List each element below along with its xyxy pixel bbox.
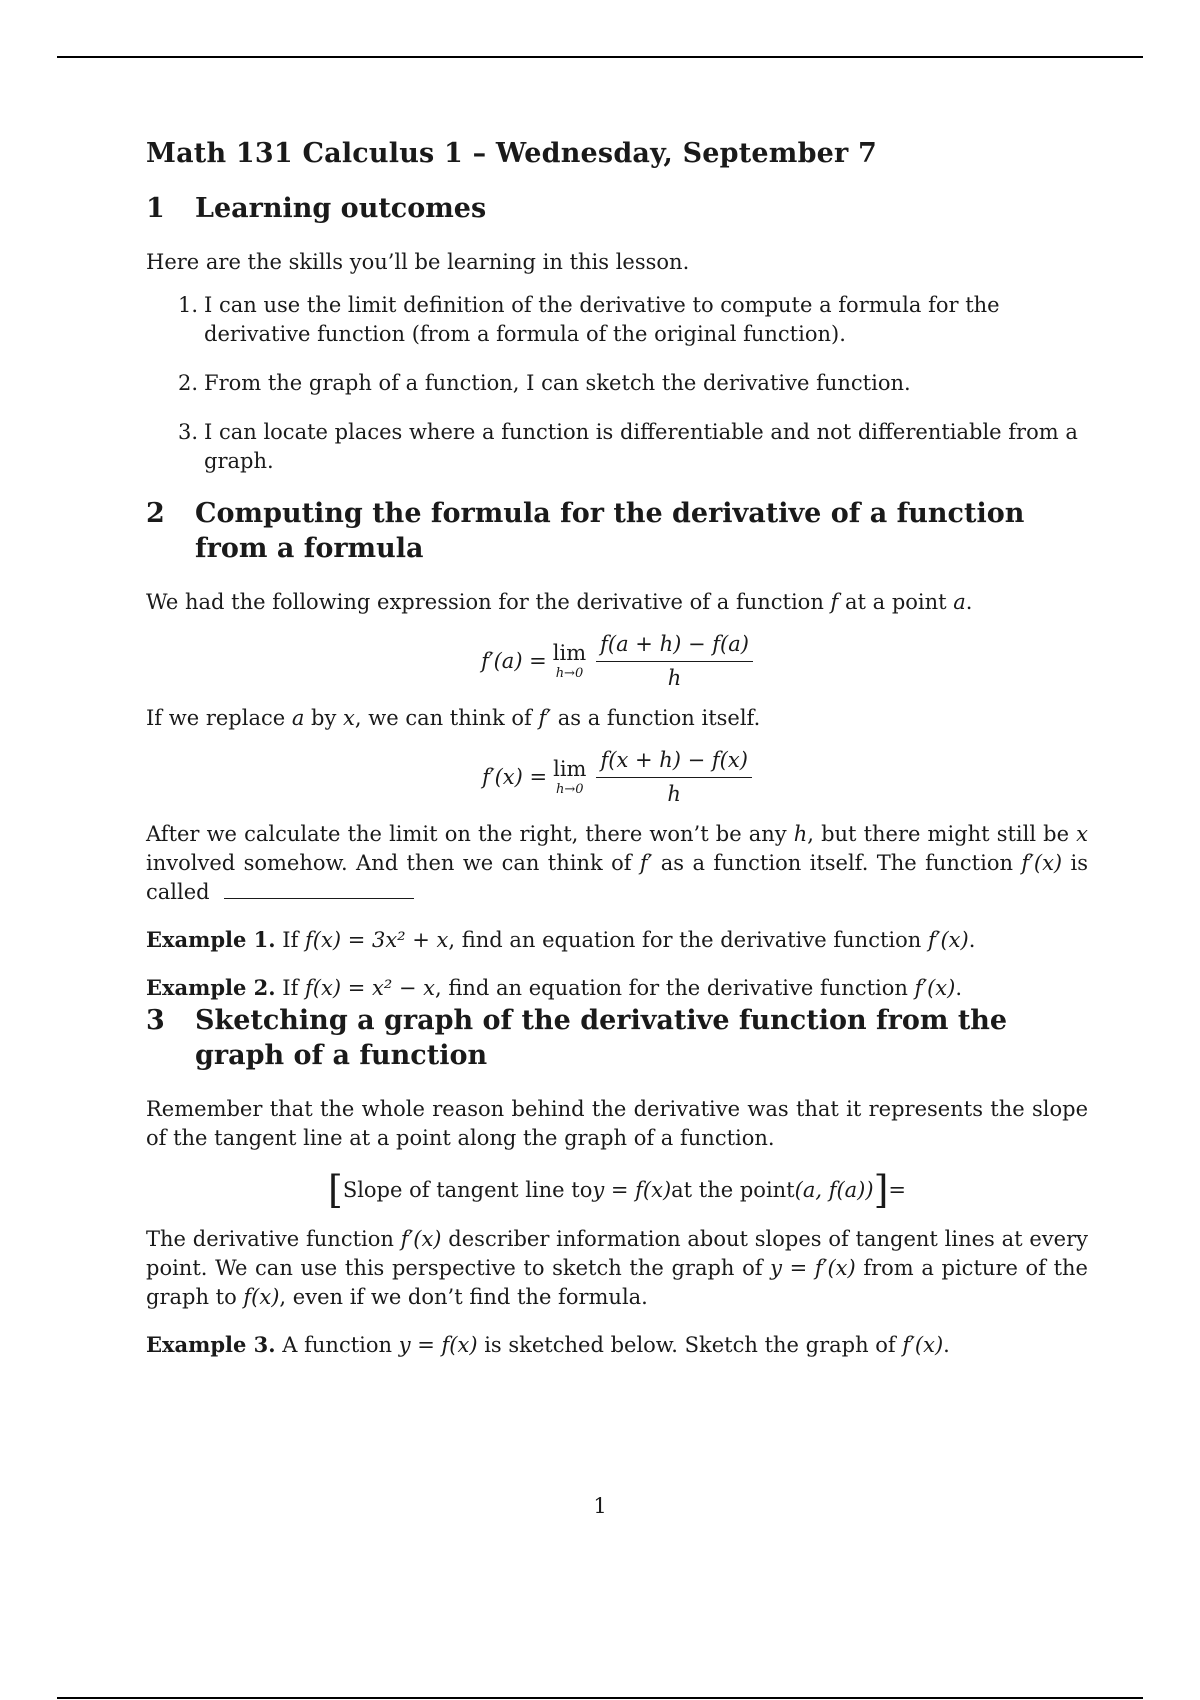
- top-rule: [57, 56, 1143, 58]
- outcomes-list: [146, 291, 1088, 476]
- section-heading-2: 2 Computing the formula for the derivative of a function from a formula: [146, 498, 1025, 564]
- replace-a-by-x-text: If we replace a by x, we can think of f′ as a function itself.: [146, 706, 761, 730]
- page-number: 1: [593, 1494, 607, 1518]
- derivative-at-point-text: We had the following expression for the derivative of a function f at a point a.: [146, 590, 973, 614]
- bottom-rule: [57, 1697, 1143, 1699]
- derivative-function-equation: f′(x) = lim h→0 $\frac{f(x + h) - f(x)}{h}$: [146, 747, 1088, 806]
- list-item: 1. I can use the limit definition of the derivative to compute a formula for the derivative function (from a formula of the original function).: [177, 293, 1000, 346]
- list-item: 3. I can locate places where a function is differentiable and not differentiable from a graph.: [177, 420, 1078, 473]
- document-page: [146, 138, 1088, 1360]
- example-3: Example 3. A function y = f(x) is sketched below. Sketch the graph of f′(x).: [146, 1332, 950, 1357]
- example-1: Example 1. If f(x) = 3x² + x, find an equation for the derivative function f′(x).: [146, 927, 976, 952]
- slope-bracket-equation: [ Slope of tangent line to y = f(x) at the point (a, f(a)) ] =: [327, 1168, 906, 1212]
- slope-reason-text: Remember that the whole reason behind the derivative was that it represents the slope of the tangent line at a point along the graph of a function.: [146, 1097, 1088, 1150]
- derivative-slopes-text: The derivative function f′(x) describer information about slopes of tangent lines at every point. We can use this perspective to sketch the graph of y = f′(x) from a picture of the graph to f(x), even if we don’t find the formula.: [146, 1227, 1088, 1309]
- fill-in-blank[interactable]: [224, 882, 414, 899]
- list-item: 2. From the graph of a function, I can sketch the derivative function.: [177, 371, 911, 395]
- derivative-function-text: After we calculate the limit on the right, there won’t be any h, but there might still be x involved somehow. And then we can think of f′ as a function itself. The function f′(x) is called: [146, 822, 1089, 904]
- section-1-intro: Here are the skills you’ll be learning in this lesson.: [146, 250, 690, 274]
- example-2: Example 2. If f(x) = x² − x, find an equation for the derivative function f′(x).: [146, 975, 963, 1000]
- document-title: Math 131 Calculus 1 – Wednesday, September 7: [146, 138, 878, 169]
- section-heading-3: 3 Sketching a graph of the derivative function from the graph of a function: [146, 1005, 1008, 1071]
- section-heading-1: 1 Learning outcomes: [146, 193, 487, 224]
- derivative-at-point-equation: f′(a) = lim h→0 $\frac{f(a + h) - f(a)}{h}$: [146, 631, 1088, 690]
